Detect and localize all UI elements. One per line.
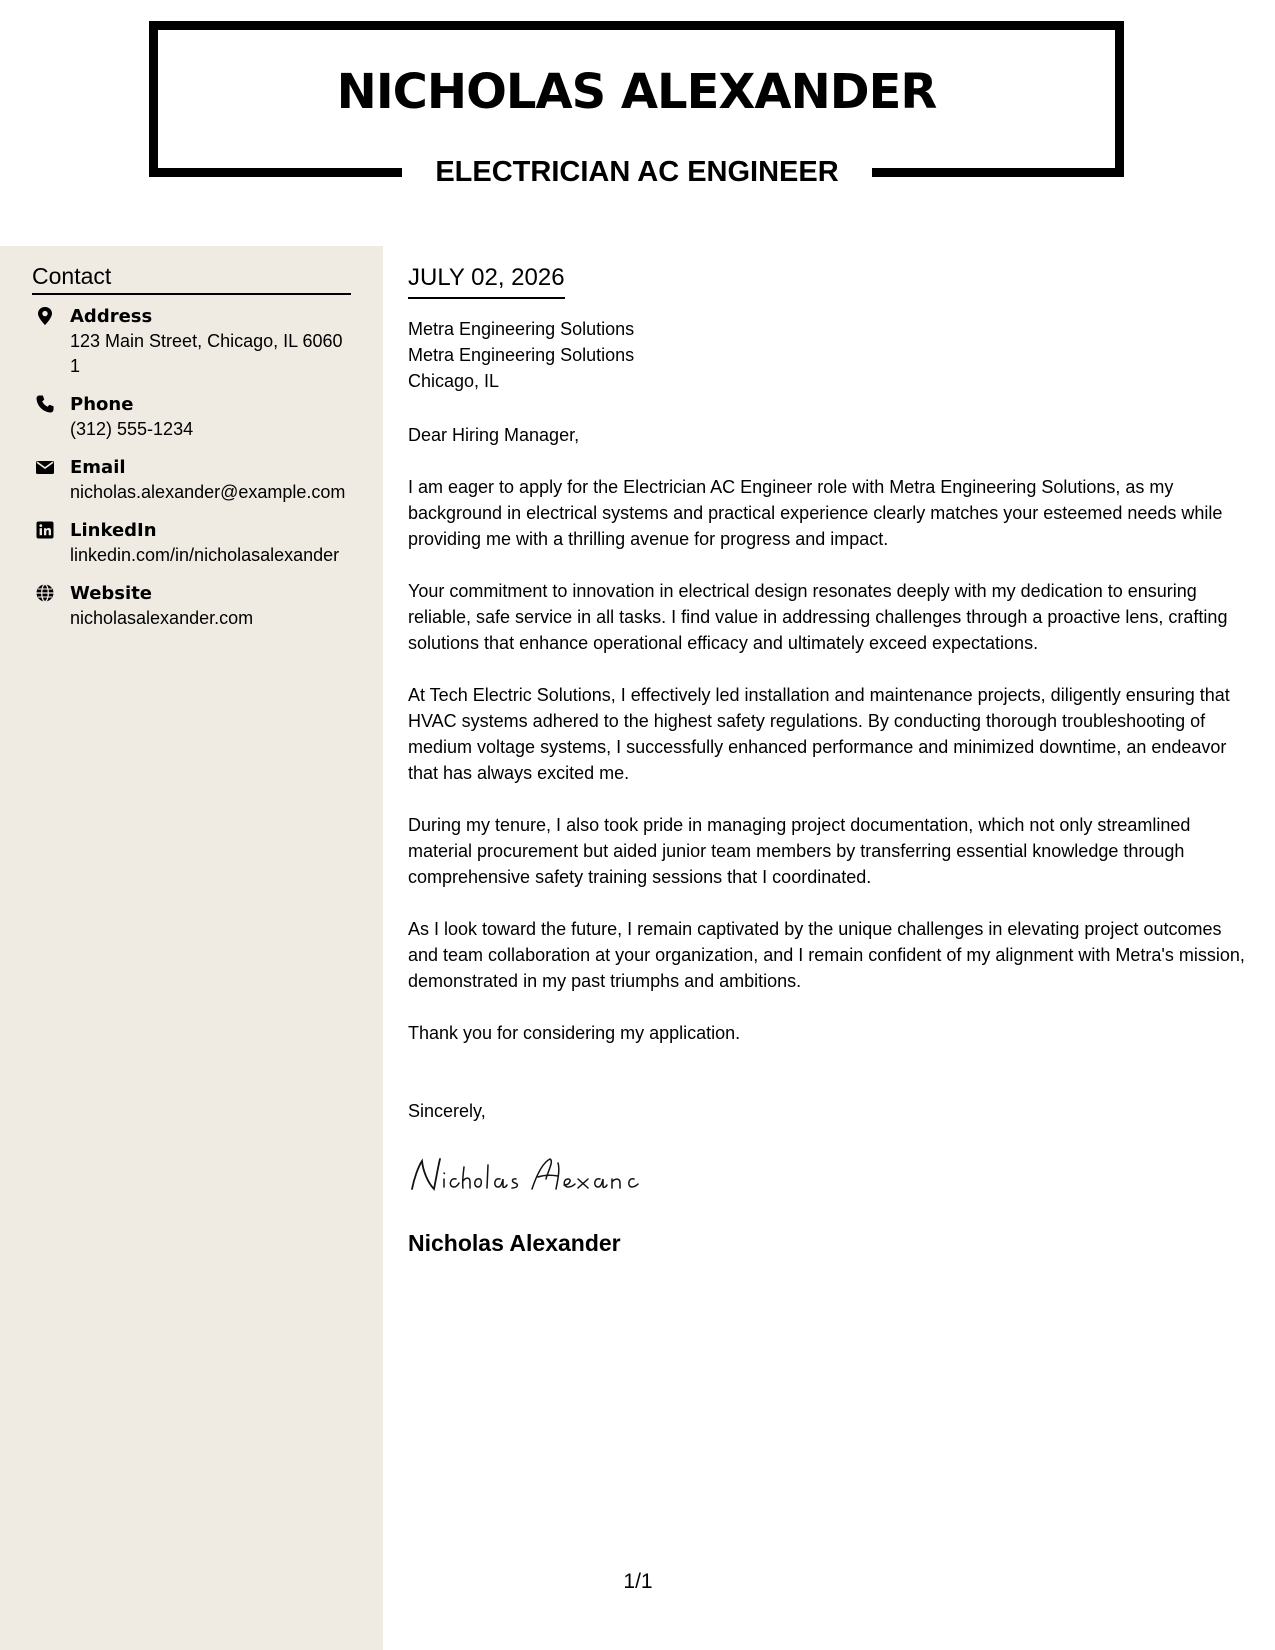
website-value[interactable]: nicholasalexander.com xyxy=(70,608,254,628)
phone-icon xyxy=(35,394,55,414)
contact-heading: Contact xyxy=(32,261,351,295)
letter-paragraph: I am eager to apply for the Electrician AC Engineer role with Metra Engineering Solutions, as my background in electrical systems and practical experience clearly matches your esteemed needs while providing me with a thrilling avenue for progress and impact. xyxy=(408,477,1223,549)
job-title: ELECTRICIAN AC ENGINEER xyxy=(402,148,872,198)
contact-label: Address xyxy=(70,306,153,327)
candidate-name: NICHOLAS ALEXANDER xyxy=(336,64,937,120)
email-value[interactable]: nicholas.alexander@example.com xyxy=(70,482,346,502)
envelope-icon xyxy=(35,457,55,477)
salutation: Dear Hiring Manager, xyxy=(408,425,580,445)
signer-name: Nicholas Alexander xyxy=(408,1230,621,1256)
contact-label: Website xyxy=(70,583,153,604)
contact-label: Phone xyxy=(70,394,134,415)
contact-label: Email xyxy=(70,457,126,478)
map-pin-icon xyxy=(35,306,55,326)
closing: Sincerely, xyxy=(408,1101,486,1121)
phone-value: (312) 555-1234 xyxy=(70,419,194,439)
contact-list xyxy=(32,305,352,645)
contact-item-phone xyxy=(32,393,352,442)
letter-date: JULY 02, 2026 xyxy=(408,262,565,299)
handwritten-signature xyxy=(408,1149,668,1199)
recipient-block xyxy=(408,316,1246,394)
linkedin-icon xyxy=(35,520,55,540)
recipient-line: Chicago, IL xyxy=(408,371,500,391)
contact-label: LinkedIn xyxy=(70,520,157,541)
contact-item-website xyxy=(32,582,352,631)
contact-item-linkedin xyxy=(32,519,352,568)
letter-paragraph: Thank you for considering my application. xyxy=(408,1023,741,1043)
address-value: 123 Main Street, Chicago, IL 60601 xyxy=(70,331,343,376)
recipient-line: Metra Engineering Solutions xyxy=(408,319,635,339)
globe-icon xyxy=(35,583,55,603)
letter-paragraph: During my tenure, I also took pride in managing project documentation, which not only streamlined material procurement but aided junior team members by transferring essential knowledge through comprehensive safety training sessions that I coordinated. xyxy=(408,815,1191,887)
letter-paragraph: Your commitment to innovation in electrical design resonates deeply with my dedication to ensuring reliable, safe service in all tasks. I find value in addressing challenges through a proactive lens, crafting solutions that enhance operational efficacy and ultimately exceed expectations. xyxy=(408,581,1228,653)
cover-letter-body xyxy=(408,262,1246,1258)
contact-item-email xyxy=(32,456,352,505)
contact-item-address xyxy=(32,305,352,379)
letter-paragraph: At Tech Electric Solutions, I effectively led installation and maintenance projects, diligently ensuring that HVAC systems adhered to the highest safety regulations. By conducting thorough troubleshooting of medium voltage systems, I successfully enhanced performance and minimized downtime, an endeavor that has always excited me. xyxy=(408,685,1230,783)
linkedin-value[interactable]: linkedin.com/in/nicholasalexander xyxy=(70,545,340,565)
recipient-line: Metra Engineering Solutions xyxy=(408,345,635,365)
letter-paragraph: As I look toward the future, I remain captivated by the unique challenges in elevating project outcomes and team collaboration at your organization, and I remain confident of my alignment with Metra's mission, demonstrated in my past triumphs and ambitions. xyxy=(408,919,1245,991)
contact-sidebar xyxy=(0,246,383,1650)
page-number: 1/1 xyxy=(623,1570,653,1593)
